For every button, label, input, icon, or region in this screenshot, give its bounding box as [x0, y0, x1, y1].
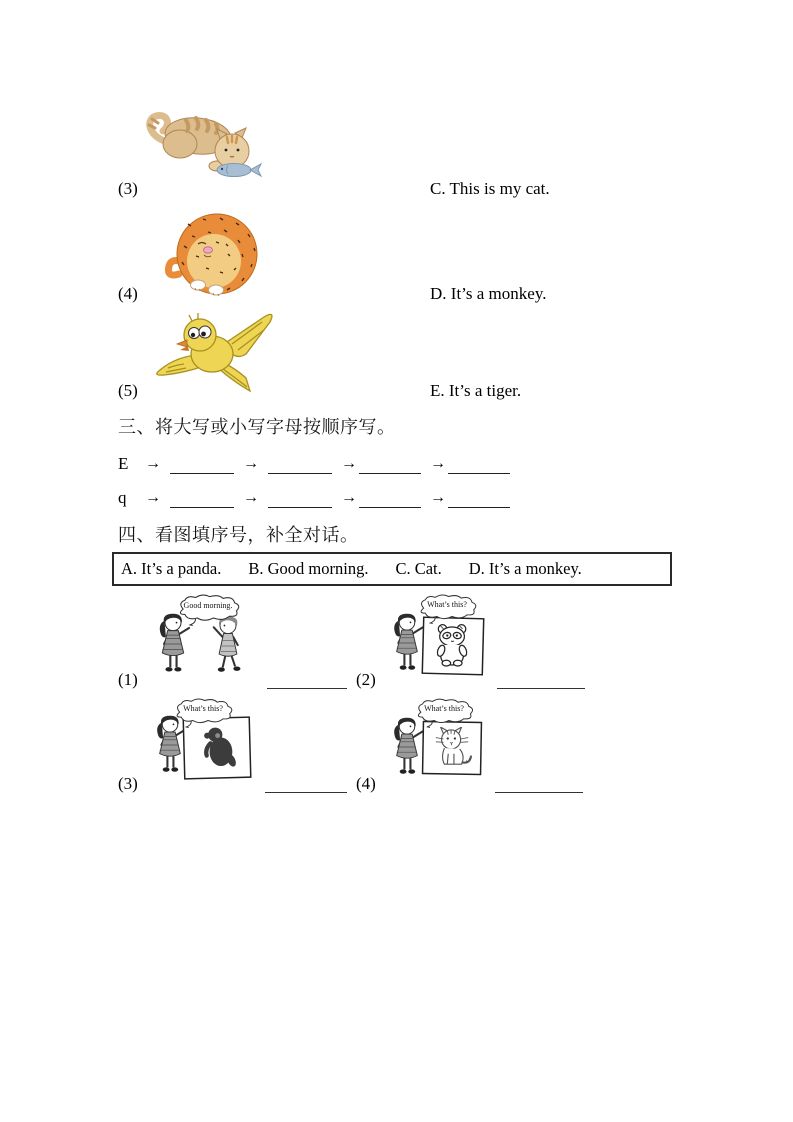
- letter-sequence-row-E: [118, 454, 510, 474]
- answer-blank-2: [497, 687, 585, 689]
- blank-line: [268, 491, 332, 508]
- section-four-title: 四、看图填序号，补全对话。: [118, 525, 359, 545]
- option-c: C. Cat.: [395, 559, 442, 578]
- answer-blank-4: [495, 791, 583, 793]
- answer-blank-3: [265, 791, 347, 793]
- start-letter: E: [118, 454, 129, 473]
- tiger-paw: [209, 285, 224, 295]
- blank-line: [448, 457, 510, 474]
- speech-bubble-text: What’s this?: [424, 704, 464, 713]
- blank-line: [359, 457, 421, 474]
- scene-3-number: (3): [118, 774, 138, 793]
- arrow-icon: →: [243, 455, 259, 472]
- letter-sequence-row-q: [118, 488, 510, 508]
- scene-girl-monkey: [148, 698, 263, 782]
- second-child-figure: [214, 617, 241, 672]
- arrow-icon: →: [341, 455, 357, 472]
- option-a: A. It’s a panda.: [121, 559, 222, 578]
- item-5-number: (5): [118, 381, 138, 400]
- blank-line: [359, 491, 421, 508]
- girl-figure: [157, 716, 185, 772]
- start-letter: q: [118, 488, 127, 507]
- speech-bubble-text: Good morning.: [183, 601, 233, 610]
- arrow-icon: →: [243, 489, 259, 506]
- scene-2-number: (2): [356, 670, 376, 689]
- match-option-d: D. It’s a monkey.: [430, 284, 547, 303]
- fish-tail: [250, 164, 261, 176]
- answer-blank-1: [267, 687, 347, 689]
- section-three-title: 三、将大写或小写字母按顺序写。: [118, 417, 396, 437]
- scene-two-children-greeting: [148, 594, 258, 680]
- speech-bubble-text: What’s this?: [183, 704, 223, 713]
- girl-figure: [394, 718, 422, 774]
- match-option-e: E. It’s a tiger.: [430, 381, 522, 400]
- blank-line: [170, 457, 234, 474]
- scene-1-number: (1): [118, 670, 138, 689]
- match-option-c: C. This is my cat.: [430, 179, 550, 198]
- cat-eating-fish-illustration: [138, 106, 268, 182]
- tiger-tail: [168, 261, 179, 275]
- item-3-number: (3): [118, 179, 138, 198]
- bird-beak: [177, 340, 187, 347]
- girl-figure: [394, 614, 422, 670]
- scene-girl-cat: [385, 698, 495, 782]
- blank-line: [170, 491, 234, 508]
- tiger-paw: [191, 280, 206, 290]
- arrow-icon: →: [145, 455, 161, 472]
- blank-line: [268, 457, 332, 474]
- scene-4-number: (4): [356, 774, 376, 793]
- arrow-icon: →: [145, 489, 161, 506]
- arrow-icon: →: [430, 489, 446, 506]
- yellow-bird-illustration: [150, 312, 290, 398]
- speech-bubble-text: What’s this?: [427, 600, 467, 609]
- answer-options-box: [112, 552, 672, 586]
- scene-girl-panda: [385, 594, 495, 680]
- arrow-icon: →: [430, 455, 446, 472]
- blank-line: [448, 491, 510, 508]
- arrow-icon: →: [341, 489, 357, 506]
- tiger-nose: [204, 247, 213, 253]
- sleeping-tiger-illustration: [158, 210, 276, 302]
- item-4-number: (4): [118, 284, 138, 303]
- option-b: B. Good morning.: [248, 559, 369, 578]
- girl-figure: [160, 614, 189, 672]
- option-d: D. It’s a monkey.: [468, 559, 582, 578]
